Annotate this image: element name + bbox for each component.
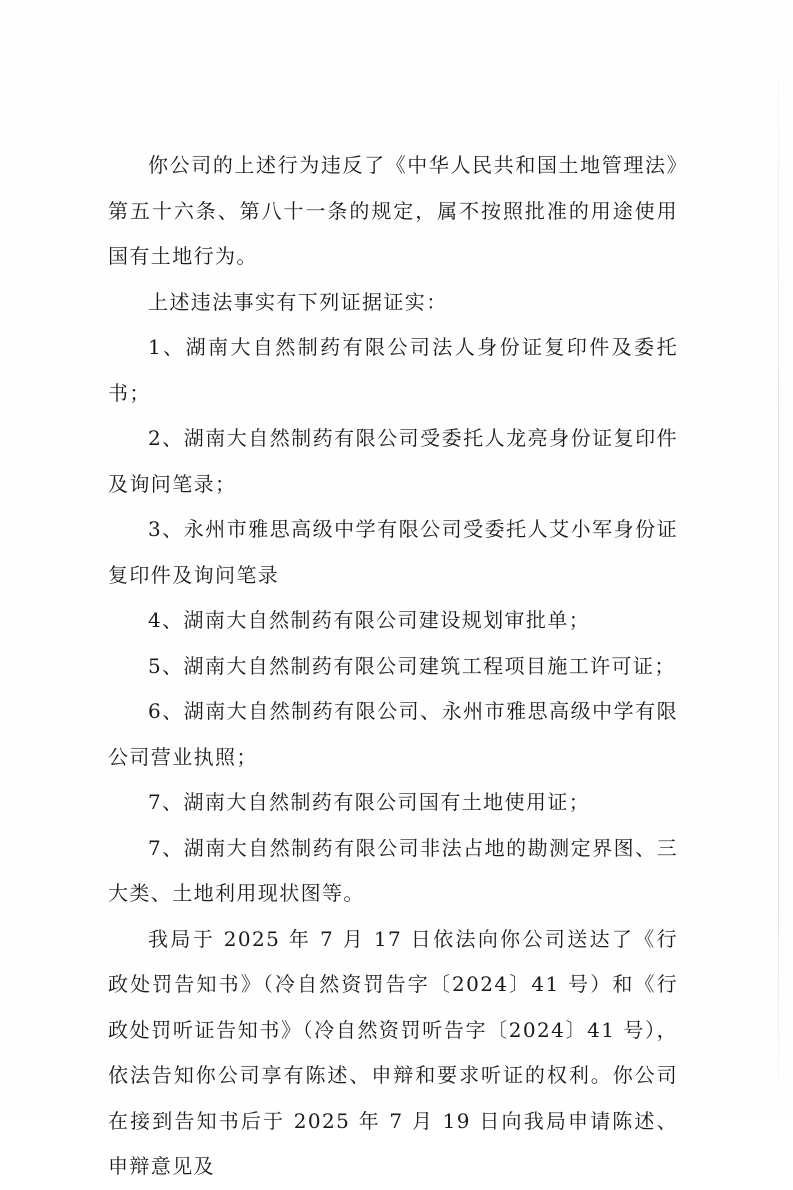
evidence-item-1: 1、湖南大自然制药有限公司法人身份证复印件及委托书； [108, 335, 678, 405]
document-body [108, 143, 678, 1190]
evidence-item-6: 6、湖南大自然制药有限公司、永州市雅思高级中学有限公司营业执照； [108, 699, 678, 769]
scan-edge-line [778, 0, 779, 1121]
paragraph-evidence-intro: 上述违法事实有下列证据证实： [148, 289, 448, 314]
paragraph-violation-statement: 你公司的上述行为违反了《中华人民共和国土地管理法》第五十六条、第八十一条的规定，属不按照批准的用途使用国有土地行为。 [108, 153, 678, 268]
evidence-item-7b: 7、湖南大自然制药有限公司非法占地的勘测定界图、三大类、土地利用现状图等。 [108, 835, 678, 905]
evidence-item-7: 7、湖南大自然制药有限公司国有土地使用证； [148, 790, 591, 814]
evidence-item-4: 4、湖南大自然制药有限公司建设规划审批单； [148, 608, 591, 632]
evidence-item-2: 2、湖南大自然制药有限公司受委托人龙亮身份证复印件及询问笔录； [108, 426, 678, 496]
evidence-item-3: 3、永州市雅思高级中学有限公司受委托人艾小军身份证复印件及询问笔录 [108, 517, 678, 587]
paragraph-notice-served: 我局于 2025 年 7 月 17 日依法向你公司送达了《行政处罚告知书》（冷自然资罚告字〔2024〕41 号）和《行政处罚听证告知书》（冷自然资罚听告字〔2024〕41 号），依法告知你公司享有陈述、申辩和要求听证的权利。你公司在接到告知书后于 2025 年 7 月 19 日向我局申请陈述、申辩意见及 [108, 926, 678, 1178]
evidence-item-5: 5、湖南大自然制药有限公司建筑工程项目施工许可证； [148, 653, 676, 678]
